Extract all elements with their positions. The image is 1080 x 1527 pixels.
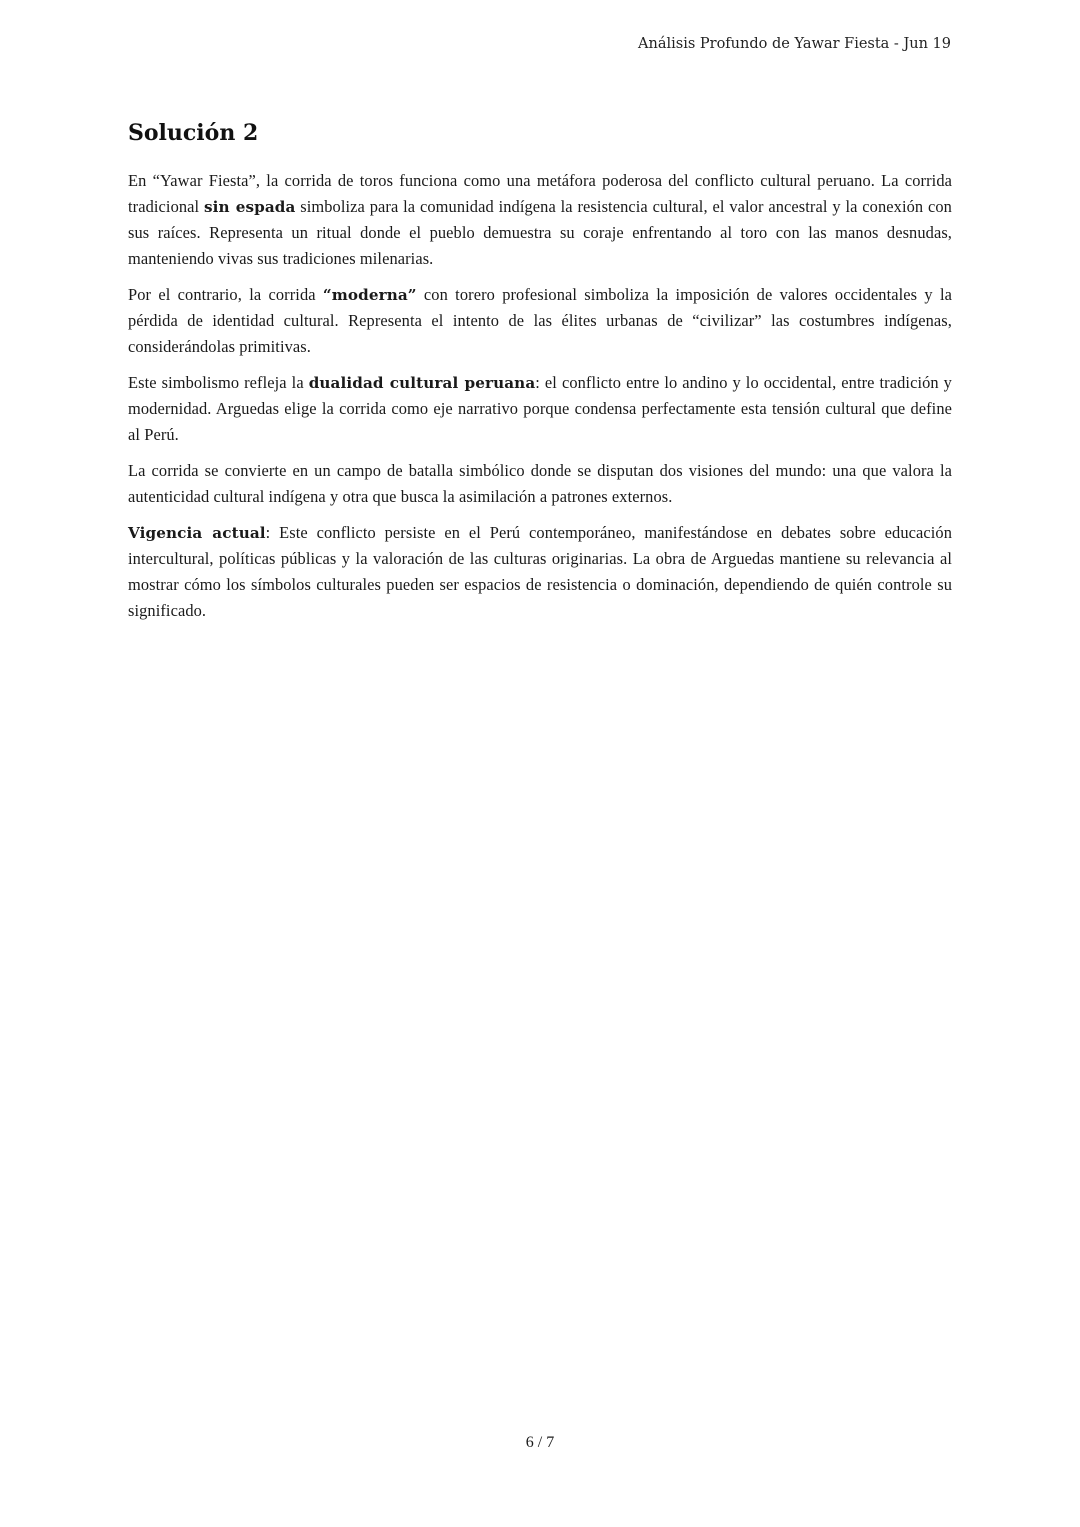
paragraph-5-bold: Vigencia actual [128,524,266,542]
paragraph-1-text-b: simboliza para la comunidad indígena la resistencia cultural, el valor ancestral y la conexión con sus raíces. Representa un ritual donde el pueblo demuestra su coraje enfrentando al toro con las manos desnudas, manteniendo vivas sus tradiciones milenarias. [128,197,952,268]
paragraph-5 [128,520,952,624]
paragraph-3-text-a: Este simbolismo refleja la [128,373,309,392]
document-body [128,120,952,634]
running-header: Análisis Profundo de Yawar Fiesta - Jun 19 [638,36,951,52]
paragraph-2 [128,282,952,360]
paragraph-3 [128,370,952,448]
paragraph-1-text-a: En “Yawar Fiesta”, la corrida de toros funciona como una metáfora poderosa del conflicto cultural peruano. La corrida tradicional [128,171,952,216]
paragraph-2-bold: “moderna” [322,286,417,304]
paragraph-5-text-b: : Este conflicto persiste en el Perú contemporáneo, manifestándose en debates sobre educación intercultural, políticas públicas y la valoración de las culturas originarias. La obra de Arguedas mantiene su relevancia al mostrar cómo los símbolos culturales pueden ser espacios de resistencia o dominación, dependiendo de quién controle su significado. [128,523,952,620]
page-number: 6 / 7 [525,1434,555,1451]
paragraph-3-text-b: : el conflicto entre lo andino y lo occidental, entre tradición y modernidad. Arguedas elige la corrida como eje narrativo porque condensa perfectamente esta tensión cultural que define al Perú. [128,373,952,444]
paragraph-3-bold: dualidad cultural peruana [308,374,536,392]
paragraph-2-text-b: con torero profesional simboliza la imposición de valores occidentales y la pérdida de identidad cultural. Representa el intento de las élites urbanas de “civilizar” las costumbres indígenas, considerándolas primitivas. [128,285,952,356]
paragraph-1 [128,168,952,272]
section-title: Solución 2 [128,120,259,146]
paragraph-1-bold: sin espada [204,198,296,216]
paragraph-4: La corrida se convierte en un campo de batalla simbólico donde se disputan dos visiones del mundo: una que valora la autenticidad cultural indígena y otra que busca la asimilación a patrones externos. [128,461,952,506]
paragraph-2-text-a: Por el contrario, la corrida [128,285,323,304]
